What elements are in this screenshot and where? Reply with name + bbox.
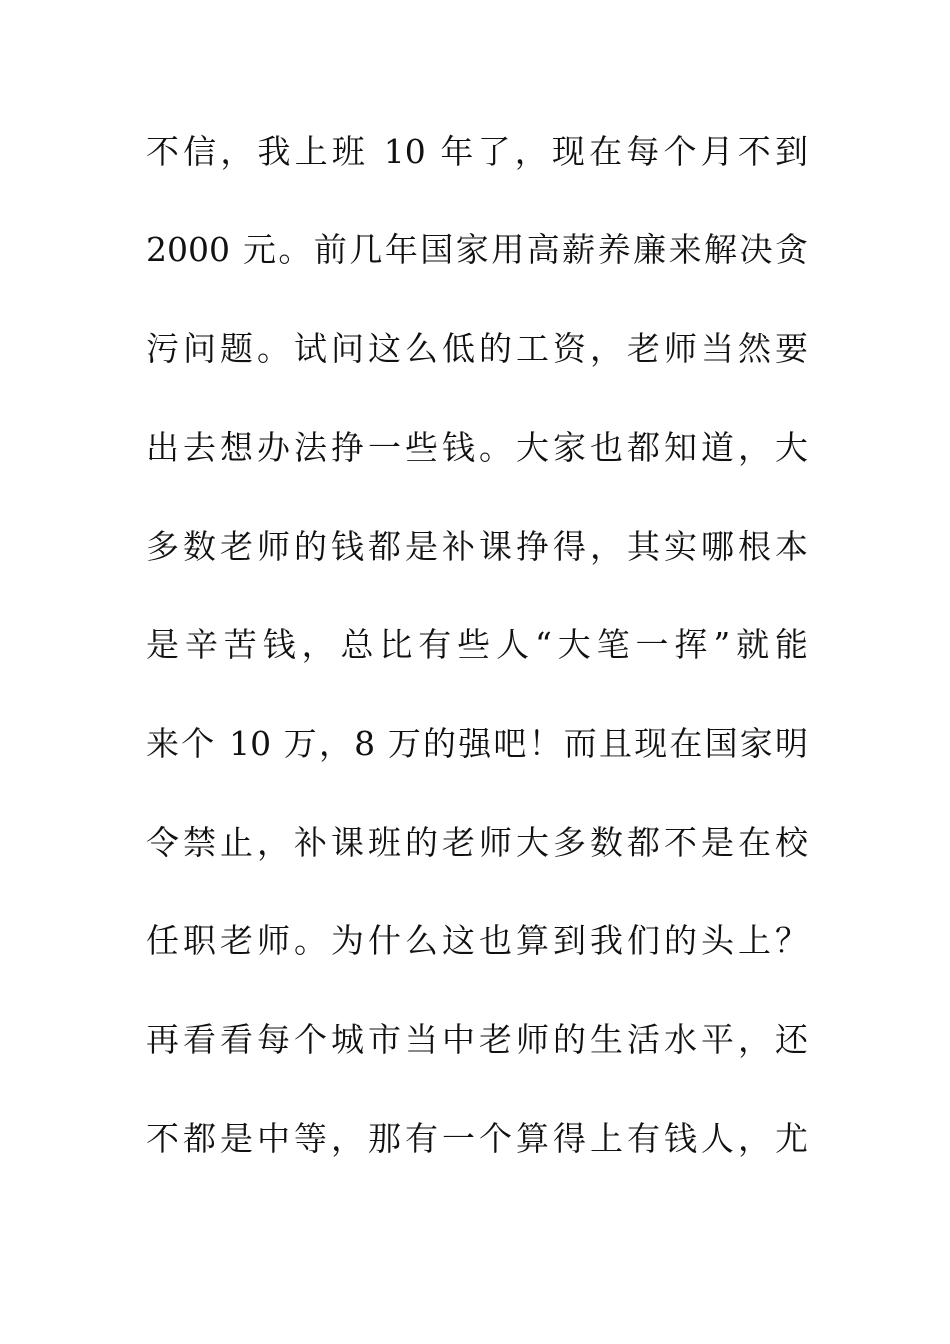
text-line: 不信，我上班 10 年了，现在每个月不到 [146, 132, 808, 171]
text-line: 多数老师的钱都是补课挣得，其实哪根本 [146, 527, 808, 566]
text-line: 来个 10 万，8 万的强吧！而且现在国家明 [146, 724, 808, 763]
text-line: 2000 元。前几年国家用高薪养廉来解决贪 [146, 230, 808, 269]
text-line: 令禁止，补课班的老师大多数都不是在校 [146, 823, 808, 862]
text-line: 出去想办法挣一些钱。大家也都知道，大 [146, 428, 808, 467]
text-line: 是辛苦钱，总比有些人“大笔一挥”就能 [146, 625, 808, 664]
text-line: 污问题。试问这么低的工资，老师当然要 [146, 329, 808, 368]
text-line: 再看看每个城市当中老师的生活水平，还 [146, 1020, 808, 1059]
text-line: 任职老师。为什么这也算到我们的头上？ [146, 921, 808, 960]
text-line: 不都是中等，那有一个算得上有钱人，尤 [146, 1119, 808, 1158]
